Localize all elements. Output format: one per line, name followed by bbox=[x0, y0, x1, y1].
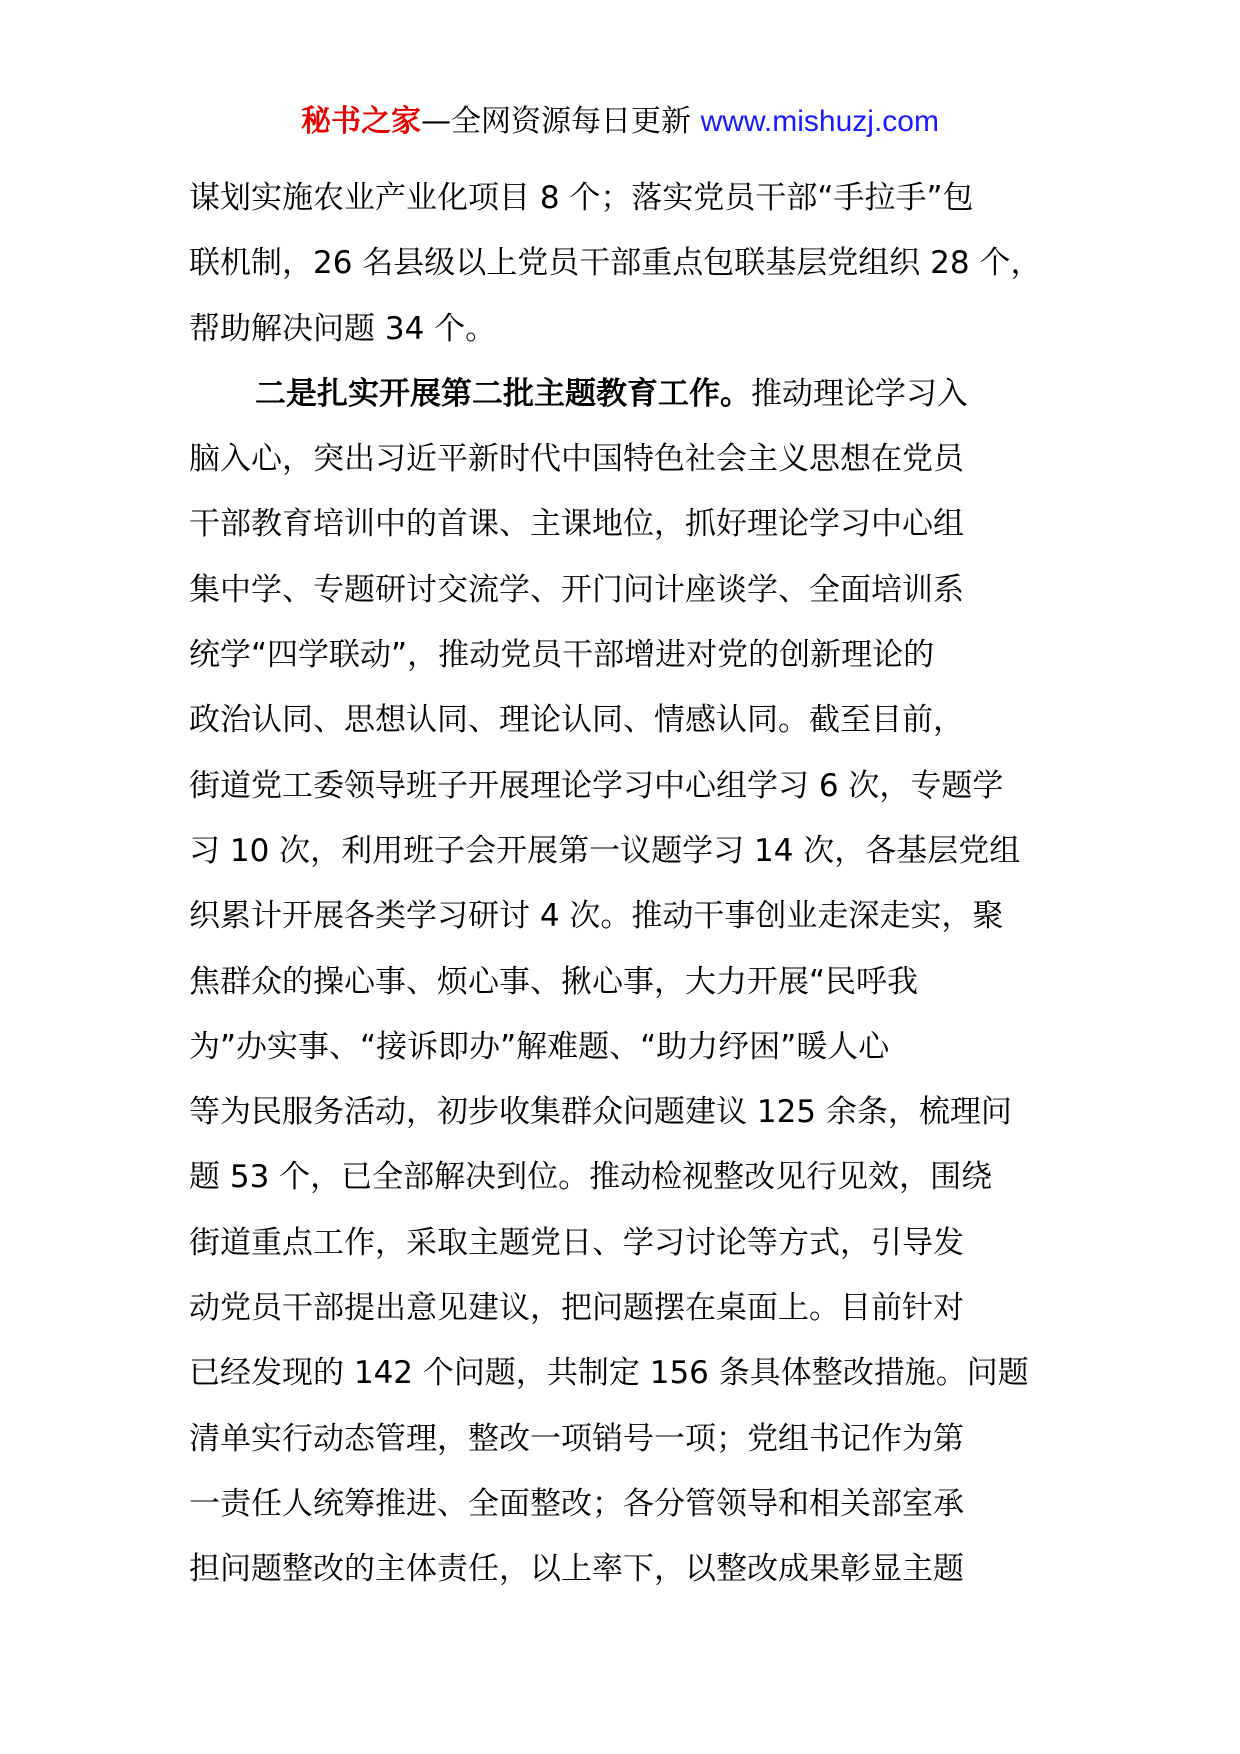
paragraph-2-line: 已经发现的 142 个问题，共制定 156 条具体整改措施。问题 bbox=[189, 1355, 1029, 1392]
paragraph-2-line: 焦群众的操心事、烦心事、揪心事，大力开展“民呼我 bbox=[189, 963, 919, 1000]
paragraph-2-line: 担问题整改的主体责任，以上率下，以整改成果彰显主题 bbox=[189, 1551, 964, 1588]
paragraph-2-line: 集中学、专题研讨交流学、开门问计座谈学、全面培训系 bbox=[189, 571, 964, 608]
paragraph-2-line: 为”办实事、“接诉即办”解难题、“助力纾困”暖人心 bbox=[189, 1028, 890, 1065]
document-body bbox=[189, 166, 1069, 1603]
paragraph-2-first-line-text: 推动理论学习入 bbox=[751, 375, 968, 412]
header-tagline: —全网资源每日更新 bbox=[421, 104, 692, 139]
paragraph-2-line: 干部教育培训中的首课、主课地位，抓好理论学习中心组 bbox=[189, 506, 964, 543]
site-header bbox=[0, 100, 1240, 144]
paragraph-2-line: 等为民服务活动，初步收集群众问题建议 125 余条，梳理问 bbox=[189, 1094, 1012, 1131]
paragraph-2-line: 织累计开展各类学习研讨 4 次。推动干事创业走深走实，聚 bbox=[189, 898, 1004, 935]
paragraph-2-line: 街道重点工作，采取主题党日、学习讨论等方式，引导发 bbox=[189, 1224, 964, 1261]
paragraph-2-line: 政治认同、思想认同、理论认同、情感认同。截至目前， bbox=[189, 702, 964, 739]
paragraph-1-line: 帮助解决问题 34 个。 bbox=[189, 310, 497, 347]
brand-name: 秘书之家 bbox=[301, 104, 422, 139]
paragraph-2-first-line bbox=[189, 362, 1069, 427]
paragraph-1-line: 谋划实施农业产业化项目 8 个；落实党员干部“手拉手”包 bbox=[189, 180, 974, 216]
paragraph-2-line: 动党员干部提出意见建议，把问题摆在桌面上。目前针对 bbox=[189, 1290, 964, 1327]
site-url-link[interactable]: www.mishuzj.com bbox=[700, 105, 939, 138]
paragraph-2-line: 习 10 次，利用班子会开展第一议题学习 14 次，各基层党组 bbox=[189, 832, 1021, 869]
paragraph-1-line: 联机制，26 名县级以上党员干部重点包联基层党组织 28 个， bbox=[189, 245, 1042, 282]
paragraph-2-line: 一责任人统筹推进、全面整改；各分管领导和相关部室承 bbox=[189, 1485, 964, 1522]
paragraph-2-line: 街道党工委领导班子开展理论学习中心组学习 6 次，专题学 bbox=[189, 767, 1004, 804]
paragraph-2-line: 清单实行动态管理，整改一项销号一项；党组书记作为第 bbox=[189, 1420, 964, 1457]
paragraph-2-line: 脑入心，突出习近平新时代中国特色社会主义思想在党员 bbox=[189, 441, 964, 478]
paragraph-2-line: 统学“四学联动”，推动党员干部增进对党的创新理论的 bbox=[189, 637, 935, 674]
paragraph-2-line: 题 53 个，已全部解决到位。推动检视整改见行见效，围绕 bbox=[189, 1159, 993, 1196]
paragraph-2-heading: 二是扎实开展第二批主题教育工作。 bbox=[255, 375, 751, 412]
